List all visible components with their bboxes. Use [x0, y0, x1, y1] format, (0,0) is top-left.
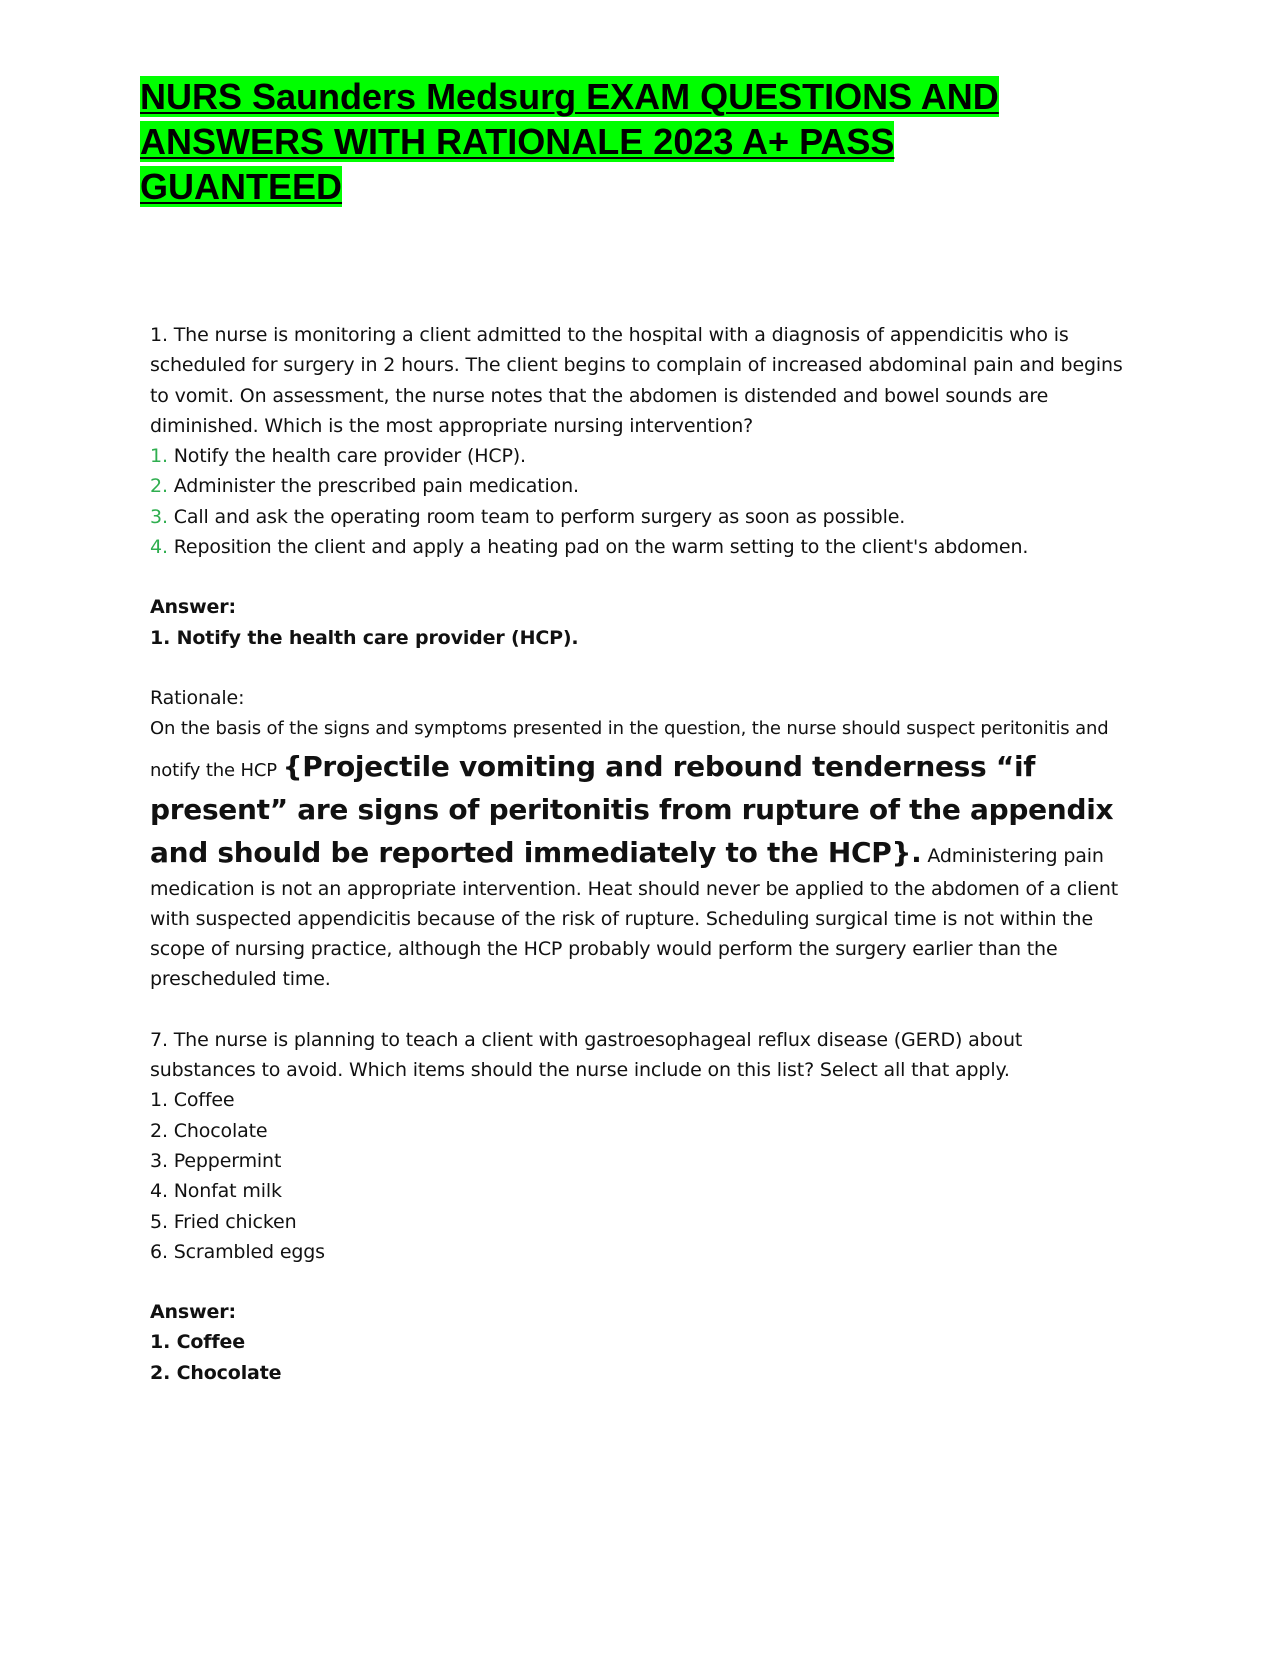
question-1-option: [150, 471, 1130, 501]
question-7-option: 1. Coffee: [150, 1089, 235, 1112]
document-title: [140, 74, 1070, 209]
question-7-options: [150, 1085, 1130, 1267]
question-7-option: 6. Scrambled eggs: [150, 1240, 325, 1263]
option-number: 4.: [150, 536, 168, 559]
question-1-rationale-label: Rationale:: [150, 686, 245, 709]
question-1-option: [150, 502, 1130, 532]
question-7-option: 5. Fried chicken: [150, 1210, 297, 1233]
option-text: Notify the health care provider (HCP).: [167, 445, 526, 468]
question-1-answer: 1. Notify the health care provider (HCP).: [150, 626, 579, 649]
question-1-stem: 1. The nurse is monitoring a client admitted to the hospital with a diagnosis of appendicitis who is scheduled for surgery in 2 hours. The client begins to complain of increased abdominal pain and begins to vomit. On assessment, the nurse notes that the abdomen is distended and bowel sounds are diminished. Which is the most appropriate nursing intervention?: [150, 324, 1123, 437]
question-7-option: 2. Chocolate: [150, 1119, 268, 1142]
question-1-option: [150, 441, 1130, 471]
title-line-3: GUANTEED: [140, 166, 343, 207]
question-1-option: [150, 532, 1130, 562]
question-7-answer: 2. Chocolate: [150, 1361, 282, 1384]
option-text: Administer the prescribed pain medication.: [167, 475, 579, 498]
option-number: 2.: [150, 475, 168, 498]
option-text: Call and ask the operating room team to perform surgery as soon as possible.: [167, 505, 906, 528]
question-7-option: 4. Nonfat milk: [150, 1180, 282, 1203]
rationale-text-start: On the basis of the signs and symptoms presented in the question, the nurse should suspect peritonitis and notify the HCP: [150, 718, 1109, 781]
rationale-text-end: Administering pain medication is not an appropriate intervention. Heat should never be applied to the abdomen of a client with suspected appendicitis because of the risk of rupture. Scheduling surgical time is not within the scope of nursing practice, although the HCP probably would perform the surgery earlier than the prescheduled time.: [150, 844, 1119, 991]
title-line-1: NURS Saunders Medsurg EXAM QUESTIONS AND: [140, 76, 999, 117]
question-1-answer-label: Answer:: [150, 596, 236, 619]
rationale-emphasis: {Projectile vomiting and rebound tenderness “if present” are signs of peritonitis from rupture of the appendix and should be reported immediately to the HCP}.: [150, 749, 1114, 869]
question-7-answer: 1. Coffee: [150, 1331, 246, 1354]
question-1-options: [150, 441, 1130, 562]
question-7-answer-label: Answer:: [150, 1301, 236, 1324]
option-text: Reposition the client and apply a heating pad on the warm setting to the client's abdomen.: [167, 536, 1029, 559]
question-7: [150, 1025, 1130, 1388]
question-7-option: 3. Peppermint: [150, 1149, 282, 1172]
question-1-rationale: [150, 713, 1130, 994]
title-line-2: ANSWERS WITH RATIONALE 2023 A+ PASS: [140, 121, 895, 162]
document-body: [150, 320, 1130, 1388]
question-7-stem: 7. The nurse is planning to teach a client with gastroesophageal reflux disease (GERD) about substances to avoid. Which items should the nurse include on this list? Select all that apply.: [150, 1028, 1023, 1082]
question-1: [150, 320, 1130, 995]
option-number: 3.: [150, 505, 168, 528]
option-number: 1.: [150, 445, 168, 468]
